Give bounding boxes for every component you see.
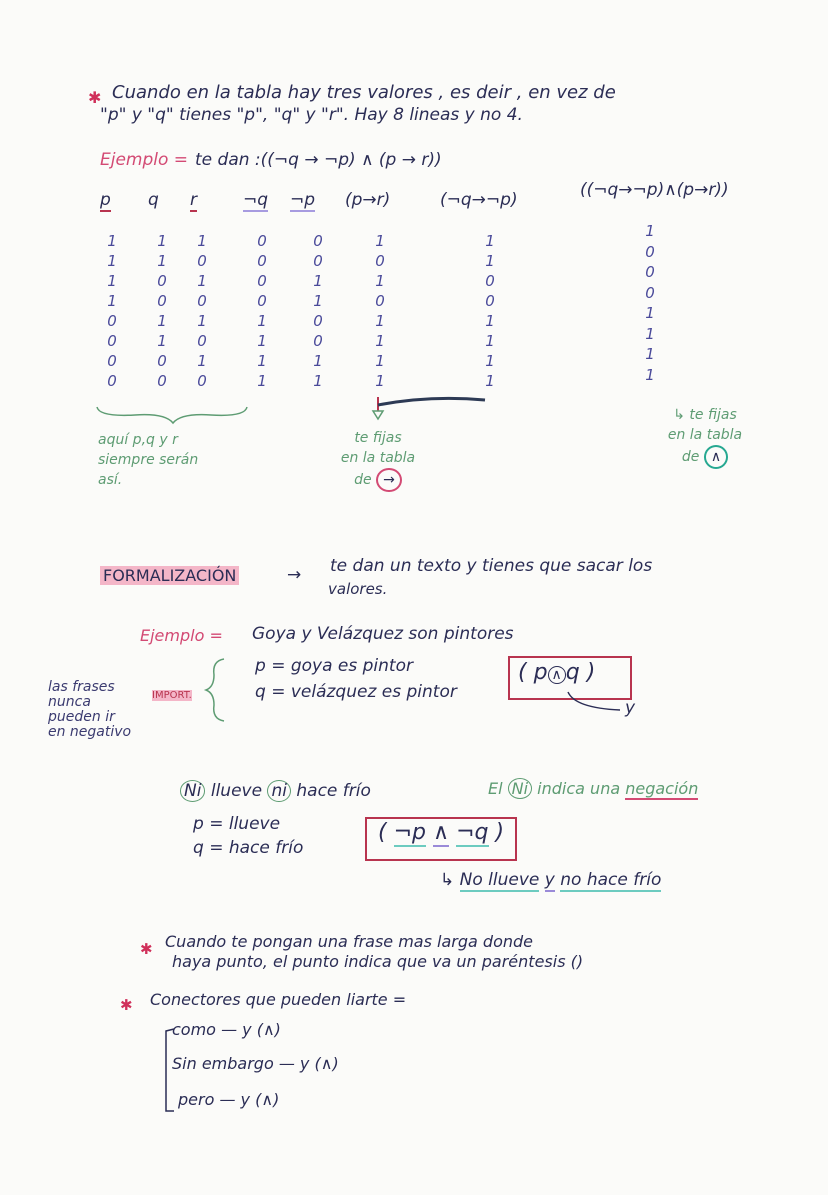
not-q: ¬q [456, 820, 489, 845]
table-cell: 0 [375, 292, 385, 310]
not-p: ¬p [393, 820, 426, 845]
bullet-star-icon: ✱ [88, 88, 102, 107]
pqr-note-line: siempre serán [98, 452, 199, 468]
negacion-word: negación [625, 779, 699, 798]
table-cell: 1 [485, 312, 495, 330]
side-note-line: pueden ir [48, 709, 115, 725]
connector-line [370, 395, 490, 425]
pqr-note [98, 430, 198, 490]
table-cell: 0 [313, 312, 323, 330]
table-cell: 0 [313, 252, 323, 270]
table-header: p [100, 190, 111, 210]
table-header: q [148, 190, 159, 210]
arrow-note [318, 428, 438, 492]
ni-explanation [488, 778, 698, 799]
table-cell: 1 [157, 312, 167, 330]
ni-circle: Ni [180, 780, 205, 802]
table-cell: 1 [313, 292, 323, 310]
table-cell: 0 [257, 292, 267, 310]
bullet-1-line-2: haya punto, el punto indica que va un paréntesis () [172, 952, 584, 971]
formalizacion-heading: FORMALIZACIÓN [100, 566, 239, 585]
table-cell: 1 [197, 312, 207, 330]
formalizacion-text-1: te dan un texto y tienes que sacar los [330, 556, 653, 576]
and-note-line: de [681, 449, 700, 465]
bullet-1-line-1: Cuando te pongan una frase mas larga donde [165, 932, 533, 951]
table-cell: 0 [197, 252, 207, 270]
table-cell: 1 [197, 352, 207, 370]
table-cell: 0 [107, 372, 117, 390]
table-cell: 1 [375, 232, 385, 250]
ni-circle: Ni [508, 778, 532, 799]
negation-formula [378, 820, 504, 845]
bullet-star-icon: ✱ [140, 940, 153, 958]
connector-word: como [172, 1020, 216, 1039]
table-cell: 1 [257, 352, 267, 370]
side-note-line: las frases [48, 679, 115, 695]
table-cell: 0 [645, 242, 655, 261]
q-definition: q = velázquez es pintor [255, 682, 457, 702]
side-note-line: en negativo [48, 724, 132, 740]
table-cell: 1 [485, 352, 495, 370]
table-cell: 1 [485, 232, 495, 250]
q-definition-2: q = hace frío [193, 838, 304, 858]
table-cell: 1 [257, 332, 267, 350]
table-cell: 0 [197, 292, 207, 310]
table-header: (¬q→¬p) [440, 190, 518, 210]
table-cell: 0 [313, 232, 323, 250]
word: No llueve [459, 870, 540, 890]
table-cell: 0 [645, 283, 655, 302]
connector-value: — y (∧) [221, 1020, 281, 1039]
table-cell: 0 [197, 332, 207, 350]
formula-close: q ) [565, 660, 596, 685]
word: llueve [210, 781, 263, 801]
table-cell: 1 [485, 372, 495, 390]
word: El [488, 779, 503, 798]
connector-value: — y (∧) [219, 1090, 280, 1109]
negation-result [440, 870, 661, 890]
table-cell: 1 [313, 272, 323, 290]
and-operator-circle: ∧ [548, 666, 566, 684]
example2-label: Ejemplo = [140, 626, 223, 645]
and-note-line: en la tabla [667, 427, 743, 443]
word: hace frío [296, 781, 371, 801]
table-cell: 1 [375, 272, 385, 290]
table-cell: 1 [157, 332, 167, 350]
brace-icon [95, 403, 255, 427]
table-cell: 1 [157, 252, 167, 270]
table-cell: 1 [645, 324, 655, 343]
and-note [630, 405, 780, 469]
connector-word: Sin embargo [172, 1054, 274, 1073]
arrow-note-line: en la tabla [340, 450, 416, 466]
intro-line-1: Cuando en la tabla hay tres valores , es deir , en vez de [112, 82, 616, 103]
and-operator: ∧ [433, 820, 450, 845]
table-cell: 1 [107, 232, 117, 250]
arrow-note-line: de [354, 472, 372, 488]
table-cell: 1 [257, 312, 267, 330]
table-cell: 0 [197, 372, 207, 390]
table-cell: 0 [257, 272, 267, 290]
table-cell: 1 [375, 352, 385, 370]
and-note-line: ↳ te fijas [673, 407, 737, 423]
side-note-line: nunca [48, 694, 91, 710]
table-cell: 0 [375, 252, 385, 270]
formula-open: ( [378, 820, 387, 845]
result-arrow-icon: ↳ [440, 870, 455, 890]
connector-word: pero [178, 1090, 215, 1109]
example-formula: te dan :((¬q → ¬p) ∧ (p → r)) [195, 150, 442, 170]
table-header: ¬q [243, 190, 269, 210]
table-cell: 1 [257, 372, 267, 390]
table-cell: 1 [375, 312, 385, 330]
brace-icon [200, 655, 230, 725]
side-note [48, 680, 131, 740]
table-cell: 0 [485, 272, 495, 290]
example2-sentence: Goya y Velázquez son pintores [252, 624, 514, 644]
word: indica una [537, 779, 621, 798]
table-cell: 0 [157, 372, 167, 390]
table-cell: 1 [313, 372, 323, 390]
table-cell: 0 [157, 292, 167, 310]
table-cell: 0 [645, 263, 655, 281]
ni-sentence [180, 780, 371, 802]
ni-circle: ni [267, 780, 291, 802]
table-cell: 1 [645, 365, 655, 384]
table-cell: 1 [107, 292, 117, 310]
table-cell: 1 [375, 332, 385, 350]
connector-item [172, 1020, 281, 1039]
p-definition: p = goya es pintor [255, 656, 413, 676]
formula-open: ( p [518, 660, 548, 685]
arrow-note-line: te fijas [354, 430, 402, 446]
formalizacion-title [100, 566, 239, 585]
table-header: ¬p [290, 190, 316, 210]
table-cell: 1 [197, 272, 207, 290]
table-header: r [190, 190, 197, 210]
table-cell: 1 [197, 232, 207, 250]
table-cell: 0 [107, 312, 117, 330]
table-header: ((¬q→¬p)∧(p→r)) [580, 180, 729, 200]
table-cell: 0 [107, 332, 117, 350]
formula-and [518, 660, 595, 685]
table-cell: 0 [485, 292, 495, 310]
example-label: Ejemplo = [100, 150, 189, 170]
arrow-symbol-circle: → [376, 468, 402, 492]
bullet-2: Conectores que pueden liarte = [150, 990, 407, 1009]
connector-item [178, 1090, 279, 1109]
table-cell: 1 [157, 232, 167, 250]
word: y [544, 870, 555, 890]
table-cell: 1 [107, 272, 117, 290]
table-cell: 0 [107, 352, 117, 370]
pqr-note-line: aquí p,q y r [98, 432, 178, 448]
table-cell: 1 [313, 352, 323, 370]
formalizacion-text-2: valores. [328, 580, 388, 598]
table-header: (p→r) [345, 190, 391, 210]
intro-line-2: "p" y "q" tienes "p", "q" y "r". Hay 8 lineas y no 4. [100, 105, 523, 125]
table-cell: 1 [645, 345, 655, 363]
important-badge: IMPORT. [152, 690, 192, 701]
table-cell: 0 [257, 252, 267, 270]
word: no hace frío [560, 870, 662, 890]
connector-value: — y (∧) [278, 1054, 339, 1073]
table-cell: 1 [485, 252, 495, 270]
table-cell: 0 [157, 272, 167, 290]
table-cell: 1 [645, 304, 655, 322]
formula-close: ) [495, 820, 505, 845]
table-cell: 0 [157, 352, 167, 370]
pqr-note-line: así. [98, 472, 123, 488]
bullet-star-icon: ✱ [120, 996, 133, 1014]
table-cell: 1 [375, 372, 385, 390]
table-cell: 0 [257, 232, 267, 250]
table-cell: 1 [107, 252, 117, 270]
operator-meaning: y [625, 698, 636, 718]
connector-item [172, 1054, 339, 1073]
and-symbol-circle: ∧ [704, 445, 728, 469]
table-cell: 0 [313, 332, 323, 350]
p-definition-2: p = llueve [193, 814, 281, 834]
table-cell: 1 [645, 222, 655, 240]
table-cell: 1 [485, 332, 495, 350]
formalizacion-arrow: → [287, 565, 302, 585]
